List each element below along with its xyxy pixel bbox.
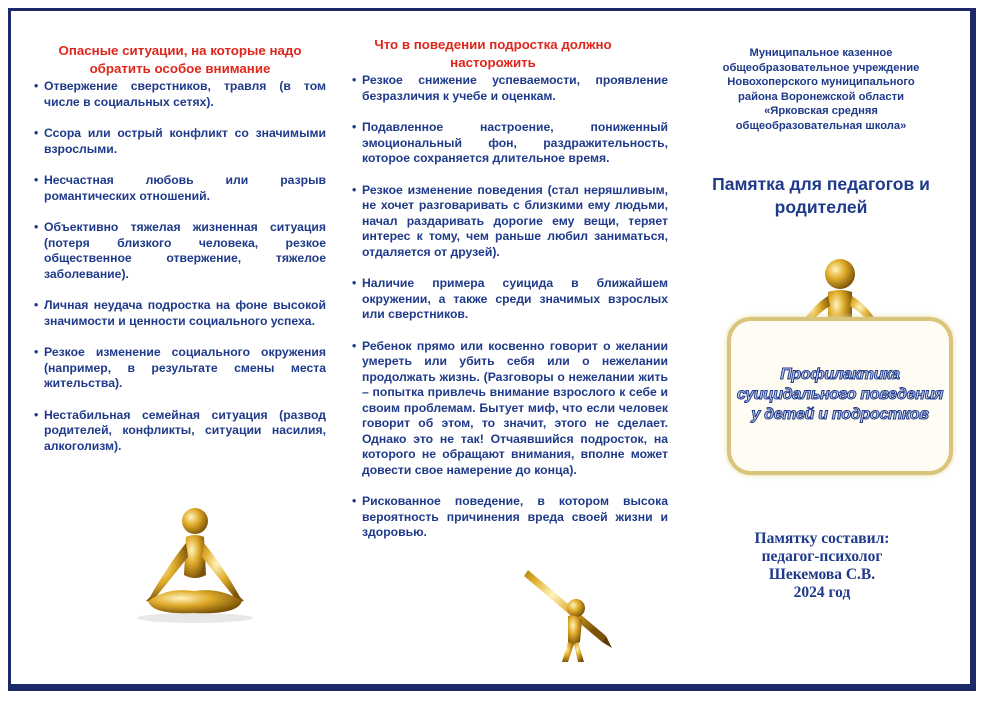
list-item: • Ребенок прямо или косвенно говорит о желании умереть или убить себя или о нежелании продолжать жизнь. (Разговоры о нежелании жить – попытка привлечь внимание взрослого к себе и своим проблемам. Бытует миф, что если человек говорит об этом, то значит, этого не сделает. Однако это не так! Отчаявшийся подросток, на которого не обращают внимания, вполне может довести свое намерение до конца). [352, 339, 668, 479]
list-item: • Резкое изменение поведения (стал неряшливым, не хочет разговаривать с близкими ему людьми, начал раздаривать дорогие ему вещи, теряет интерес к тому, чем раньше любил заниматься, отдаляется от друзей). [352, 183, 668, 261]
list-item: • Несчастная любовь или разрыв романтических отношений. [34, 173, 326, 204]
list-item: • Объективно тяжелая жизненная ситуация (потеря близкого человека, резкое общественное отвержение, тяжелое заболевание). [34, 220, 326, 282]
author-position: педагог-психолог [761, 548, 883, 565]
organization-name: Муниципальное казенное общеобразовательное учреждение Новохоперского муниципального района Воронежской области «Ярковская средняя общеобразовательная школа» [722, 47, 920, 132]
board-title: Профилактика суицидального поведения у детей и подростков [736, 366, 944, 423]
author-label: Памятку составил: [754, 530, 890, 547]
author-year: 2024 год [793, 584, 851, 601]
middle-panel [352, 36, 668, 557]
list-item: • Резкое изменение социального окружения (например, в результате смены места жительства). [34, 345, 326, 392]
title-board [727, 317, 953, 475]
dangerous-situations-list [34, 79, 326, 454]
warning-signs-list [352, 73, 668, 541]
list-item: • Личная неудача подростка на фоне высокой значимости и ценности социального успеха. [34, 298, 326, 329]
author-name: Шекемова С.В. [768, 566, 876, 583]
list-item: • Наличие примера суицида в ближайшем окружении, а также среди значимых взрослых или сверстников. [352, 276, 668, 323]
left-panel-heading: Опасные ситуации, на которые надо обратить особое внимание [58, 43, 302, 76]
list-item: • Рискованное поведение, в котором высока вероятность причинения вреда своей жизни и здоровью. [352, 494, 668, 541]
list-item: • Нестабильная семейная ситуация (развод родителей, конфликты, ситуации насилия, алкоголизм). [34, 408, 326, 455]
list-item: • Резкое снижение успеваемости, проявление безразличия к учебе и оценкам. [352, 73, 668, 104]
meditating-figure-icon [128, 505, 263, 625]
figure-with-pencil-icon [522, 566, 614, 666]
list-item: • Подавленное настроение, пониженный эмоциональный фон, раздражительность, которое сохраняется длительное время. [352, 120, 668, 167]
middle-panel-heading: Что в поведении подростка должно насторожить [374, 37, 612, 70]
author-block [733, 530, 911, 602]
page-title: Памятка для педагогов и родителей [712, 174, 930, 217]
list-item: • Отвержение сверстников, травля (в том числе в социальных сетях). [34, 79, 326, 110]
left-panel [34, 42, 326, 470]
list-item: • Ссора или острый конфликт со значимыми взрослыми. [34, 126, 326, 157]
